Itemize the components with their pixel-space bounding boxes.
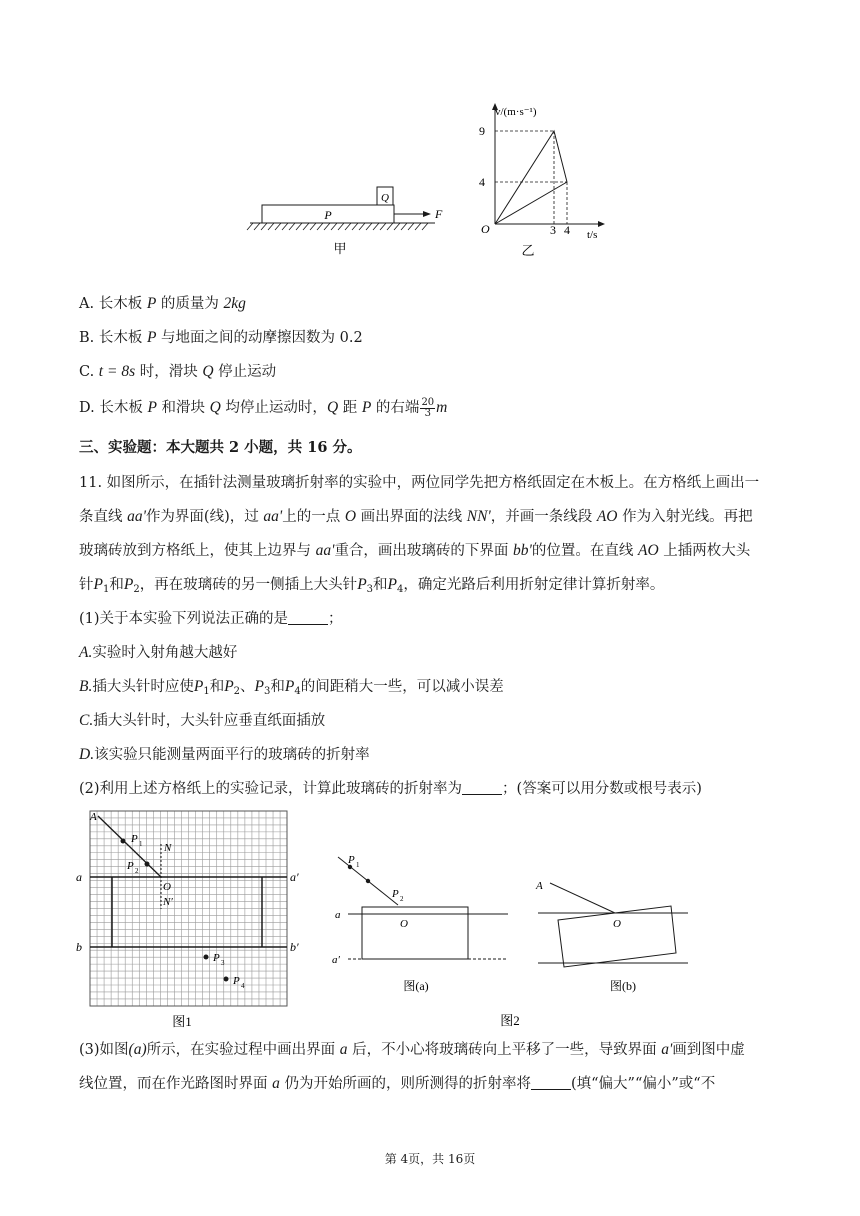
y-axis-label: v/(m·s⁻¹) (495, 106, 537, 118)
label-p2: P (127, 860, 134, 872)
origin-label: O (481, 222, 490, 236)
hatch-mark (289, 223, 295, 230)
q11-option-d: D.该实验只能测量两面平行的玻璃砖的折射率 (79, 746, 370, 763)
fig2b-tilted-glass (558, 906, 676, 967)
fig2b-caption: 图(b) (610, 979, 636, 993)
label-p1: P (131, 833, 138, 845)
line-upper (495, 131, 567, 224)
option-c: C. t = 8s 时，滑块 Q 停止运动 (79, 363, 277, 380)
label-p4-sub: 4 (241, 982, 245, 990)
answer-blank-2[interactable] (462, 780, 502, 795)
label-a: a (76, 870, 82, 884)
label-b-prime: b′ (290, 940, 299, 954)
hatch-mark (303, 223, 309, 230)
x-tick-4: 4 (564, 223, 570, 237)
label-p3-sub: 3 (221, 959, 225, 967)
q11-line-2: 条直线 aa'作为界面(线)，过 aa'上的一点 O 画出界面的法线 NN'，并画一条线段 AO 作为入射光线。再把 (79, 508, 753, 525)
hatch-mark (254, 223, 260, 230)
fig2a-label-p2-sub: 2 (400, 895, 404, 903)
force-label: F (435, 207, 443, 221)
hatch-mark (394, 223, 400, 230)
hatch-mark (401, 223, 407, 230)
hatch-mark (380, 223, 386, 230)
pin-p4-dot (224, 977, 229, 982)
fig2b-incident-ray (550, 883, 615, 913)
answer-blank-3[interactable] (531, 1075, 571, 1090)
fig2a-p2-dot (366, 879, 370, 883)
hatch-mark (247, 223, 253, 230)
x-tick-3: 3 (550, 223, 556, 237)
force-arrowhead (423, 211, 431, 217)
hatch-mark (408, 223, 414, 230)
q11-line-3: 玻璃砖放到方格纸上，使其上边界与 aa'重合，画出玻璃砖的下界面 bb'的位置。在直线 AO 上插两枚大头 (79, 542, 751, 559)
fig2a-glass (362, 907, 468, 959)
hatch-mark (415, 223, 421, 230)
fig2a-caption: 图(a) (403, 979, 429, 993)
block-p-label: P (324, 208, 332, 222)
hatch-mark (268, 223, 274, 230)
label-p3: P (213, 952, 220, 964)
ground-hatch (247, 223, 428, 230)
label-a-prime: a′ (290, 870, 299, 884)
q11-option-b: B.插大头针时应使$P_1$和$P_2$、$P_3$和$P_4$的间距稍大一些，可以减小误差 (79, 678, 504, 697)
label-b: b (76, 940, 82, 954)
fig2a-label-a: a (335, 909, 341, 921)
hatch-mark (282, 223, 288, 230)
label-p1-sub: 1 (139, 840, 143, 848)
answer-blank-1[interactable] (288, 610, 328, 625)
fraction: $\frac{20}{3}$ (421, 396, 435, 419)
label-o: O (163, 881, 171, 893)
option-a: A. 长木板 P 的质量为 2kg (79, 295, 246, 312)
figure-2 (328, 845, 698, 1035)
fig2b-label-a: A (536, 880, 543, 892)
hatch-mark (345, 223, 351, 230)
q11-sub3-line-2: 线位置，而在作光路图时界面 a 仍为开始所画的，则所测得的折射率将 (填“偏大”“偏小”或“不 (79, 1075, 716, 1092)
x-arrowhead (598, 221, 605, 227)
hatch-mark (366, 223, 372, 230)
q11-option-c: C.插大头针时，大头针应垂直纸面插放 (79, 712, 326, 729)
hatch-mark (359, 223, 365, 230)
q11-sub2: (2)利用上述方格纸上的实验记录，计算此玻璃砖的折射率为 ；(答案可以用分数或根号表示) (79, 781, 702, 797)
hatch-mark (324, 223, 330, 230)
q11-option-a: A.实验时入射角越大越好 (79, 644, 238, 661)
hatch-mark (296, 223, 302, 230)
fig2a-label-o: O (400, 918, 408, 930)
label-p4: P (233, 975, 240, 987)
hatch-mark (373, 223, 379, 230)
section-title: 三、实验题：本大题共 2 小题，共 16 分。 (79, 439, 362, 456)
hatch-mark (310, 223, 316, 230)
fig2b-label-o: O (613, 918, 621, 930)
page-footer: 第 4页，共 16页 (384, 1152, 476, 1166)
x-axis-label: t/s (587, 229, 598, 241)
hatch-mark (338, 223, 344, 230)
pin-p3-dot (204, 955, 209, 960)
hatch-mark (422, 223, 428, 230)
option-d: D. 长木板 P 和滑块 Q 均停止运动时，Q 距 P 的右端 $\frac{20}{3}$ m (79, 396, 448, 419)
figure-yi-vt-graph (470, 100, 620, 262)
fig2a-label-p1-sub: 1 (356, 861, 360, 869)
hatch-mark (275, 223, 281, 230)
label-n-prime: N′ (163, 896, 173, 908)
label-p2-sub: 2 (135, 867, 139, 875)
figure-jia (245, 180, 445, 260)
q11-line-1: 11. 如图所示，在插针法测量玻璃折射率的实验中，两位同学先把方格纸固定在木板上。在方格纸上画出一 (79, 475, 760, 491)
label-a-point: A (90, 811, 97, 823)
block-q-label: Q (381, 192, 389, 204)
fig2-caption: 图2 (500, 1013, 520, 1028)
fig2a-label-p1: P (348, 854, 355, 866)
option-b: B. 长木板 P 与地面之间的动摩擦因数为 0.2 (79, 329, 363, 346)
q11-line-4: 针$P_1$和$P_2$，再在玻璃砖的另一侧插上大头针$P_3$和$P_4$，确定光路后利用折射定律计算折射率。 (79, 576, 665, 595)
hatch-mark (261, 223, 267, 230)
label-n: N (164, 842, 172, 854)
hatch-mark (387, 223, 393, 230)
hatch-mark (317, 223, 323, 230)
fig2a-label-a-prime: a′ (332, 954, 340, 966)
figure-1-grid (72, 806, 312, 1036)
q11-sub1: (1)关于本实验下列说法正确的是 ； (79, 611, 343, 627)
caption-fig1: 图1 (172, 1014, 192, 1029)
pin-p2-dot (145, 862, 150, 867)
y-tick-9: 9 (479, 124, 485, 138)
pin-p1-dot (121, 839, 126, 844)
y-tick-4: 4 (479, 175, 485, 189)
fig2a-label-p2: P (392, 888, 399, 900)
hatch-mark (331, 223, 337, 230)
q11-sub3-line-1: (3)如图(a)所示，在实验过程中画出界面 a 后，不小心将玻璃砖向上平移了一些，导致界面 a'画到图中虚 (79, 1041, 745, 1058)
grid-paper (90, 811, 287, 1006)
line-lower (495, 182, 567, 224)
caption-yi: 乙 (521, 243, 535, 258)
caption-jia: 甲 (333, 241, 347, 256)
hatch-mark (352, 223, 358, 230)
